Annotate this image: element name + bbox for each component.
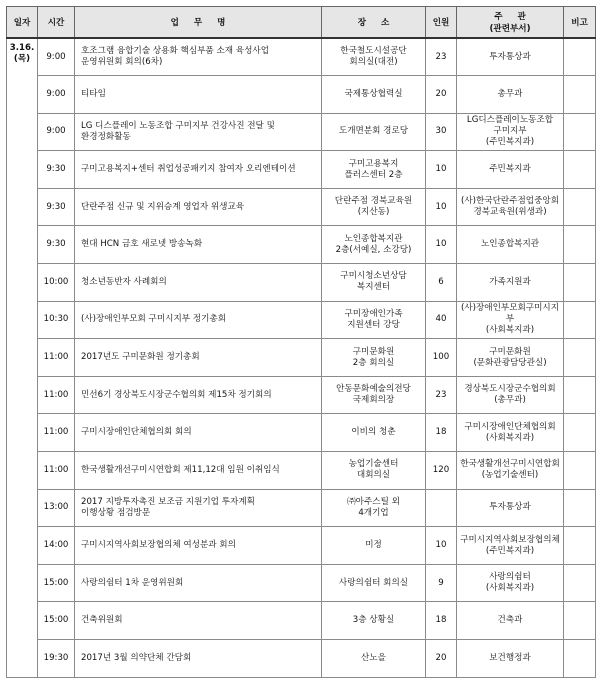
place-cell: 사랑의쉼터 회의실 [322, 564, 426, 602]
note-cell [564, 640, 596, 678]
note-cell [564, 113, 596, 151]
time-cell: 11:00 [38, 376, 75, 414]
task-cell: 호조그램 융합기술 상용화 핵심부품 소재 육성사업 운영위원회 회의(6차) [75, 38, 322, 76]
header-note: 비고 [564, 7, 596, 39]
note-cell [564, 301, 596, 339]
task-cell: 사랑의쉼터 1차 운영위원회 [75, 564, 322, 602]
table-row [7, 226, 596, 264]
note-cell [564, 226, 596, 264]
table-row [7, 339, 596, 377]
task-cell: 민선6기 경상북도시장군수협의회 제15차 정기회의 [75, 376, 322, 414]
people-cell: 40 [426, 301, 457, 339]
host-cell: 주민복지과 [457, 151, 564, 189]
place-cell: 안동문화예술의전당 국제회의장 [322, 376, 426, 414]
people-cell: 20 [426, 640, 457, 678]
place-cell: 국제통상협력실 [322, 76, 426, 114]
time-cell: 19:30 [38, 640, 75, 678]
note-cell [564, 76, 596, 114]
host-cell: (사)장애인부모회구미시지부 (사회복지과) [457, 301, 564, 339]
header-place-label: 장 소 [357, 18, 390, 28]
people-cell: 30 [426, 113, 457, 151]
time-cell: 9:30 [38, 151, 75, 189]
header-row [7, 7, 596, 39]
table-row [7, 564, 596, 602]
host-cell: LG디스플레이노동조합 구미지부 (주민복지과) [457, 113, 564, 151]
header-host-label: 주 관 [494, 12, 526, 22]
task-cell: 건축위원회 [75, 602, 322, 640]
table-row [7, 76, 596, 114]
time-cell: 9:00 [38, 76, 75, 114]
place-cell: 도개면분회 경로당 [322, 113, 426, 151]
table-row [7, 264, 596, 302]
host-cell: 구미시장애인단체협의회 (사회복지과) [457, 414, 564, 452]
table-row [7, 640, 596, 678]
table-row [7, 414, 596, 452]
host-cell: 경상북도시장군수협의회 (총무과) [457, 376, 564, 414]
note-cell [564, 264, 596, 302]
table-row [7, 151, 596, 189]
place-cell: ㈜아주스틸 외 4개기업 [322, 489, 426, 527]
people-cell: 20 [426, 76, 457, 114]
people-cell: 18 [426, 414, 457, 452]
note-cell [564, 339, 596, 377]
note-cell [564, 38, 596, 76]
table-row [7, 489, 596, 527]
header-task [75, 7, 322, 39]
task-cell: 2017년도 구미문화원 정기총회 [75, 339, 322, 377]
note-cell [564, 376, 596, 414]
host-cell: 투자통상과 [457, 38, 564, 76]
task-cell: 청소년동반자 사례회의 [75, 264, 322, 302]
time-cell: 11:00 [38, 452, 75, 490]
table-row [7, 376, 596, 414]
people-cell: 10 [426, 188, 457, 226]
note-cell [564, 188, 596, 226]
task-cell: 구미시장애인단체협의회 회의 [75, 414, 322, 452]
note-cell [564, 151, 596, 189]
header-host [457, 7, 564, 39]
note-cell [564, 414, 596, 452]
table-row [7, 301, 596, 339]
place-cell: 농업기술센터 대회의실 [322, 452, 426, 490]
schedule-table [6, 6, 596, 678]
time-cell: 9:30 [38, 188, 75, 226]
host-cell: 투자통상과 [457, 489, 564, 527]
place-cell: 구미시청소년상담 복지센터 [322, 264, 426, 302]
task-cell: 구미시지역사회보장협의체 여성분과 회의 [75, 527, 322, 565]
note-cell [564, 452, 596, 490]
note-cell [564, 527, 596, 565]
host-cell: 구미시지역사회보장협의체 (주민복지과) [457, 527, 564, 565]
host-cell: 사랑의쉼터 (사회복지과) [457, 564, 564, 602]
time-cell: 13:00 [38, 489, 75, 527]
people-cell: 6 [426, 264, 457, 302]
host-cell: 노인종합복지관 [457, 226, 564, 264]
people-cell: 23 [426, 38, 457, 76]
task-cell: LG 디스플레이 노동조합 구미지부 건강사진 전달 및 환경정화활동 [75, 113, 322, 151]
time-cell: 14:00 [38, 527, 75, 565]
place-cell: 구미문화원 2층 회의실 [322, 339, 426, 377]
place-cell: 구미고용복지 플러스센터 2층 [322, 151, 426, 189]
note-cell [564, 489, 596, 527]
people-cell: 100 [426, 339, 457, 377]
host-cell: (사)한국단란주점업중앙회 경북교육원(위생과) [457, 188, 564, 226]
header-task-label: 업 무 명 [170, 18, 226, 28]
people-cell: 10 [426, 226, 457, 264]
people-cell: 120 [426, 452, 457, 490]
task-cell: 티타임 [75, 76, 322, 114]
header-people: 인원 [426, 7, 457, 39]
time-cell: 9:00 [38, 113, 75, 151]
host-cell: 구미문화원 (문화관광담당관실) [457, 339, 564, 377]
header-time: 시간 [38, 7, 75, 39]
task-cell: 2017 지방투자촉진 보조금 지원기업 투자계획 이행상황 점검방문 [75, 489, 322, 527]
people-cell: 9 [426, 564, 457, 602]
table-row [7, 527, 596, 565]
task-cell: 구미고용복지+센터 취업성공패키지 참여자 오리엔테이션 [75, 151, 322, 189]
task-cell: 단란주점 신규 및 지위승계 영업자 위생교육 [75, 188, 322, 226]
schedule-rows [7, 38, 596, 677]
people-cell: 23 [426, 376, 457, 414]
place-cell: 노인종합복지관 2층(서예실, 소강당) [322, 226, 426, 264]
host-cell: 한국생활개선구미시연합회 (농업기술센터) [457, 452, 564, 490]
people-cell [426, 489, 457, 527]
place-cell: 이비의 청춘 [322, 414, 426, 452]
people-cell: 18 [426, 602, 457, 640]
people-cell: 10 [426, 527, 457, 565]
header-place [322, 7, 426, 39]
place-cell: 한국철도시설공단 회의실(대전) [322, 38, 426, 76]
time-cell: 11:00 [38, 414, 75, 452]
table-row [7, 602, 596, 640]
header-date: 일자 [7, 7, 38, 39]
table-row [7, 113, 596, 151]
time-cell: 15:00 [38, 602, 75, 640]
time-cell: 15:00 [38, 564, 75, 602]
time-cell: 11:00 [38, 339, 75, 377]
place-cell: 구미장애인가족 지원센터 강당 [322, 301, 426, 339]
place-cell: 단란주점 경북교육원 (지산동) [322, 188, 426, 226]
time-cell: 9:00 [38, 38, 75, 76]
place-cell: 산노을 [322, 640, 426, 678]
task-cell: 현대 HCN 금호 새로넷 방송녹화 [75, 226, 322, 264]
header-host-sub: (관련부서) [489, 24, 531, 34]
task-cell: (사)장애인부모회 구미시지부 정기총회 [75, 301, 322, 339]
table-row [7, 38, 596, 76]
time-cell: 10:00 [38, 264, 75, 302]
place-cell: 3층 상황실 [322, 602, 426, 640]
task-cell: 2017년 3월 의약단체 간담회 [75, 640, 322, 678]
host-cell: 총무과 [457, 76, 564, 114]
host-cell: 보건행정과 [457, 640, 564, 678]
note-cell [564, 602, 596, 640]
host-cell: 건축과 [457, 602, 564, 640]
host-cell: 가족지원과 [457, 264, 564, 302]
table-row [7, 452, 596, 490]
place-cell: 미정 [322, 527, 426, 565]
time-cell: 9:30 [38, 226, 75, 264]
schedule-document [6, 6, 595, 678]
table-row [7, 188, 596, 226]
note-cell [564, 564, 596, 602]
time-cell: 10:30 [38, 301, 75, 339]
date-cell: 3.16. (목) [7, 38, 38, 677]
task-cell: 한국생활개선구미시연합회 제11,12대 임원 이취임식 [75, 452, 322, 490]
people-cell: 10 [426, 151, 457, 189]
